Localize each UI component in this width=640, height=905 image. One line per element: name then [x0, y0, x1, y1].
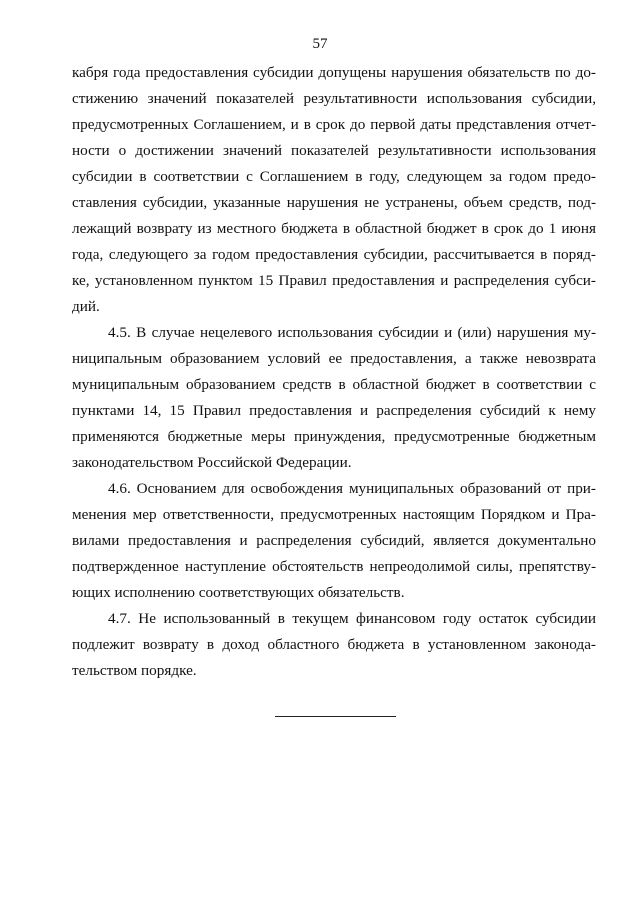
paragraph-4-6 [72, 476, 596, 606]
text-line: года, следующего за годом предоставления субсидии, рассчитывается в поряд- [72, 246, 596, 263]
text-line: тельством порядке. [72, 662, 197, 679]
document-body [72, 60, 596, 684]
text-line: применяются бюджетные меры принуждения, предусмотренные бюджетным [72, 428, 596, 445]
text-line: лежащий возврату из местного бюджета в областной бюджет в срок до 1 июня [72, 220, 596, 237]
text-line: 4.6. Основанием для освобождения муниципальных образований от при- [108, 480, 596, 497]
text-line: 4.7. Не использованный в текущем финансовом году остаток субсидии [108, 610, 596, 627]
text-line: муниципальным образованием средств в областной бюджет в соответствии с [72, 376, 596, 393]
paragraph-continued [72, 60, 596, 320]
text-line: ставления субсидии, указанные нарушения не устранены, объем средств, под- [72, 194, 596, 211]
text-line: 4.5. В случае нецелевого использования субсидии и (или) нарушения му- [108, 324, 596, 341]
text-line: дий. [72, 298, 100, 315]
text-line: законодательством Российской Федерации. [72, 454, 352, 471]
text-line: субсидии в соответствии с Соглашением в году, следующем за годом предо- [72, 168, 596, 185]
text-line: стижению значений показателей результативности использования субсидии, [72, 90, 596, 107]
text-line: ющих исполнению соответствующих обязательств. [72, 584, 405, 601]
paragraph-4-5 [72, 320, 596, 476]
end-of-section-rule [275, 716, 396, 717]
text-line: пунктами 14, 15 Правил предоставления и распределения субсидий к нему [72, 402, 596, 419]
text-line: кабря года предоставления субсидии допущены нарушения обязательств по до- [72, 64, 596, 81]
text-line: вилами предоставления и распределения субсидий, является документально [72, 532, 596, 549]
paragraph-4-7 [72, 606, 596, 684]
text-line: ности о достижении значений показателей результативности использования [72, 142, 596, 159]
text-line: менения мер ответственности, предусмотренных настоящим Порядком и Пра- [72, 506, 596, 523]
page-number: 57 [312, 36, 328, 52]
text-line: ке, установленном пунктом 15 Правил предоставления и распределения субси- [72, 272, 596, 289]
text-line: подлежит возврату в доход областного бюджета в установленном законода- [72, 636, 596, 653]
text-line: ниципальным образованием условий ее предоставления, а также невозврата [72, 350, 596, 367]
text-line: подтвержденное наступление обстоятельств непреодолимой силы, препятству- [72, 558, 596, 575]
text-line: предусмотренных Соглашением, и в срок до первой даты представления отчет- [72, 116, 596, 133]
